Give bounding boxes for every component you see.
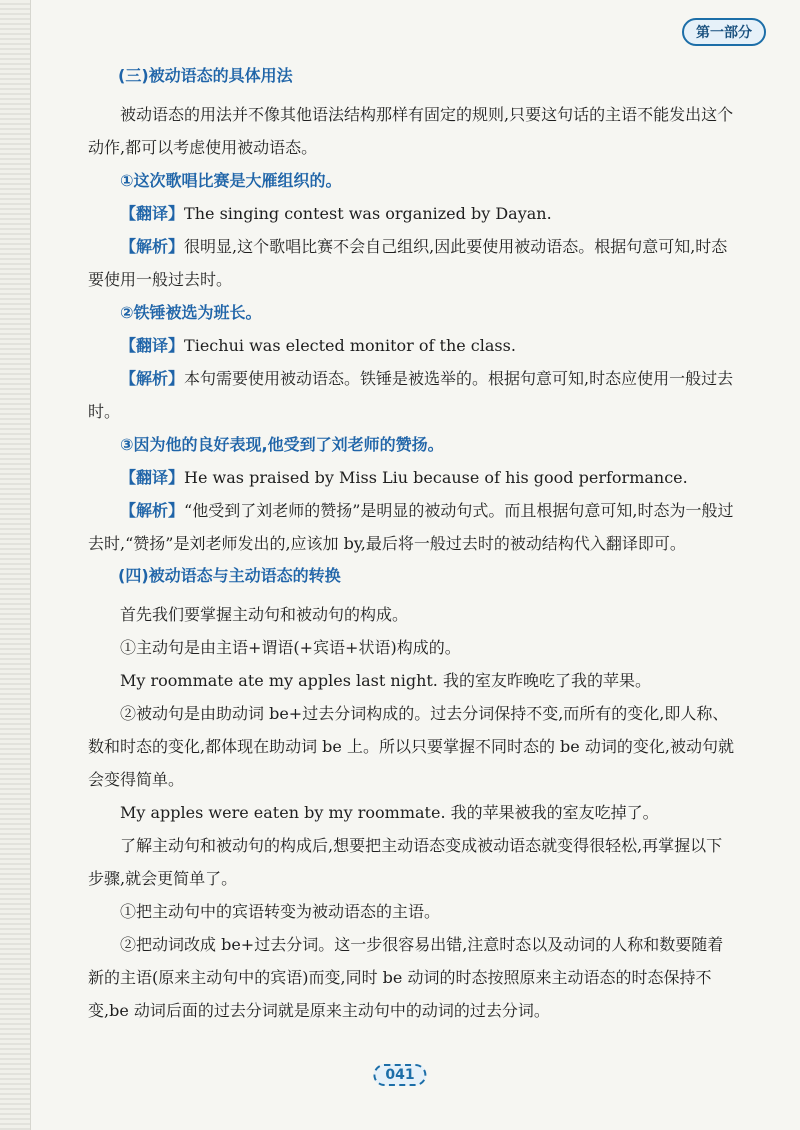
analysis-line bbox=[88, 362, 738, 428]
analysis-tag: 【 解析 】 bbox=[120, 369, 184, 388]
example-sentence: ①这次歌唱比赛是大雁组织的。 bbox=[120, 171, 342, 190]
body-paragraph: ①主动句是由主语+谓语(+宾语+状语)构成的。 bbox=[120, 638, 461, 657]
analysis-text: “他受到了刘老师的赞扬”是明显的被动句式。而且根据句意可知,时态为一般过去时,“赞扬”是刘老师发出的,应该加 by,最后将一般过去时的被动结构代入翻译即可。 bbox=[88, 501, 734, 553]
analysis-text: 很明显,这个歌唱比赛不会自己组织,因此要使用被动语态。根据句意可知,时态要使用一般过去时。 bbox=[88, 237, 728, 289]
section-heading-4: (四)被动语态与主动语态的转换 bbox=[118, 566, 341, 585]
body-paragraph: ②把动词改成 be+过去分词。这一步很容易出错,注意时态以及动词的人称和数要随着新的主语(原来主动句中的宾语)而变,同时 be 动词的时态按照原来主动语态的时态保持不变,be 动词后面的过去分词就是原来主动句中的动词的过去分词。 bbox=[88, 935, 724, 1020]
body-paragraph: ②被动句是由助动词 be+过去分词构成的。过去分词保持不变,而所有的变化,即人称、数和时态的变化,都体现在助动词 be 上。所以只要掌握不同时态的 be 动词的变化,被动句就会变得简单。 bbox=[88, 704, 734, 789]
analysis-tag: 【 解析 】 bbox=[120, 237, 184, 256]
translation-line bbox=[88, 197, 738, 230]
translation-tag: 【 翻译 】 bbox=[120, 468, 184, 487]
body-paragraph: My roommate ate my apples last night. 我的室友昨晚吃了我的苹果。 bbox=[120, 671, 651, 690]
page-number: 041 bbox=[373, 1064, 426, 1086]
analysis-line bbox=[88, 494, 738, 560]
translation-text: The singing contest was organized by Dayan. bbox=[184, 204, 552, 223]
translation-line bbox=[88, 461, 738, 494]
translation-text: Tiechui was elected monitor of the class. bbox=[184, 336, 516, 355]
section-tab: 第一部分 bbox=[682, 18, 766, 46]
translation-line bbox=[88, 329, 738, 362]
translation-tag: 【 翻译 】 bbox=[120, 204, 184, 223]
analysis-tag: 【 解析 】 bbox=[120, 501, 184, 520]
analysis-text: 本句需要使用被动语态。铁锤是被选举的。根据句意可知,时态应使用一般过去时。 bbox=[88, 369, 734, 421]
example-sentence: ③因为他的良好表现,他受到了刘老师的赞扬。 bbox=[120, 435, 444, 454]
translation-text: He was praised by Miss Liu because of his good performance. bbox=[184, 468, 688, 487]
page-content bbox=[88, 60, 738, 1027]
translation-tag: 【 翻译 】 bbox=[120, 336, 184, 355]
body-paragraph: 了解主动句和被动句的构成后,想要把主动语态变成被动语态就变得很轻松,再掌握以下步骤,就会更简单了。 bbox=[88, 836, 723, 888]
section-intro: 被动语态的用法并不像其他语法结构那样有固定的规则,只要这句话的主语不能发出这个动作,都可以考虑使用被动语态。 bbox=[88, 105, 734, 157]
body-paragraph: My apples were eaten by my roommate. 我的苹果被我的室友吃掉了。 bbox=[120, 803, 659, 822]
body-paragraph: 首先我们要掌握主动句和被动句的构成。 bbox=[120, 605, 409, 624]
page-spine bbox=[0, 0, 31, 1130]
body-paragraph: ①把主动句中的宾语转变为被动语态的主语。 bbox=[120, 902, 441, 921]
example-sentence: ②铁锤被选为班长。 bbox=[120, 303, 262, 322]
section-heading-3: (三)被动语态的具体用法 bbox=[118, 66, 293, 85]
analysis-line bbox=[88, 230, 738, 296]
